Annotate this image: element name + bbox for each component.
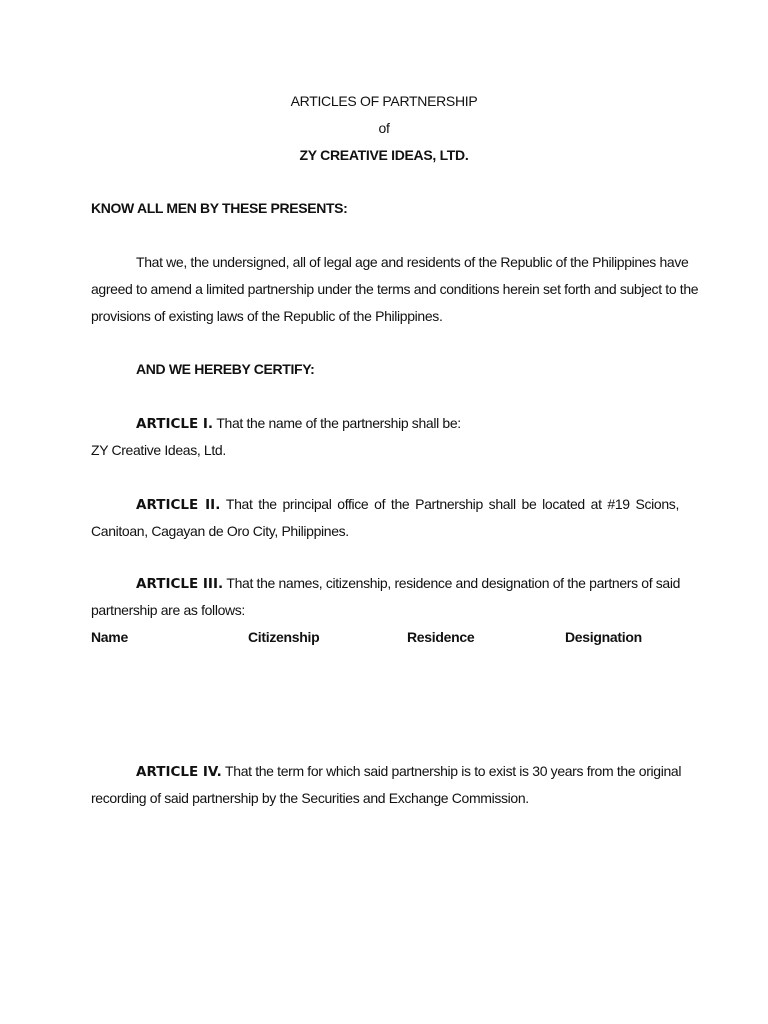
certify-heading: AND WE HEREBY CERTIFY: bbox=[136, 361, 315, 377]
article-4-text-2: recording of said partnership by the Securities and Exchange Commission. bbox=[91, 790, 529, 806]
article-1 bbox=[136, 415, 679, 432]
preamble-line-1: That we, the undersigned, all of legal age and residents of the Republic of the Philippines have bbox=[136, 254, 689, 270]
article-3-text-1: That the names, citizenship, residence and designation of the partners of said bbox=[223, 575, 681, 591]
article-4 bbox=[136, 763, 682, 780]
article-2-text-1: That the principal office of the Partnership shall be located at #19 Scions, bbox=[220, 496, 679, 512]
article-2-text-2: Canitoan, Cagayan de Oro City, Philippines. bbox=[91, 523, 349, 539]
article-2-label: ARTICLE II. bbox=[136, 497, 221, 513]
article-2 bbox=[136, 496, 679, 513]
article-1-text: That the name of the partnership shall be: bbox=[213, 415, 461, 431]
article-3 bbox=[136, 575, 679, 592]
column-header-citizenship: Citizenship bbox=[248, 629, 320, 645]
article-4-text-1: That the term for which said partnership is to exist is 30 years from the original bbox=[221, 763, 682, 779]
company-name-heading: ZY CREATIVE IDEAS, LTD. bbox=[299, 147, 469, 163]
article-1-label: ARTICLE I. bbox=[136, 416, 214, 432]
column-header-residence: Residence bbox=[407, 629, 475, 645]
title-connector: of bbox=[378, 120, 390, 136]
partnership-name: ZY Creative Ideas, Ltd. bbox=[91, 442, 226, 458]
column-header-name: Name bbox=[91, 629, 128, 645]
article-4-label: ARTICLE IV. bbox=[136, 764, 222, 780]
salutation: KNOW ALL MEN BY THESE PRESENTS: bbox=[91, 200, 348, 216]
article-3-label: ARTICLE III. bbox=[136, 576, 224, 592]
column-header-designation: Designation bbox=[565, 629, 642, 645]
preamble-line-3: provisions of existing laws of the Republic of the Philippines. bbox=[91, 308, 443, 324]
article-3-text-2: partnership are as follows: bbox=[91, 602, 245, 618]
preamble-line-2: agreed to amend a limited partnership under the terms and conditions herein set forth and subject to the bbox=[91, 281, 699, 297]
document-title: ARTICLES OF PARTNERSHIP bbox=[290, 93, 478, 109]
